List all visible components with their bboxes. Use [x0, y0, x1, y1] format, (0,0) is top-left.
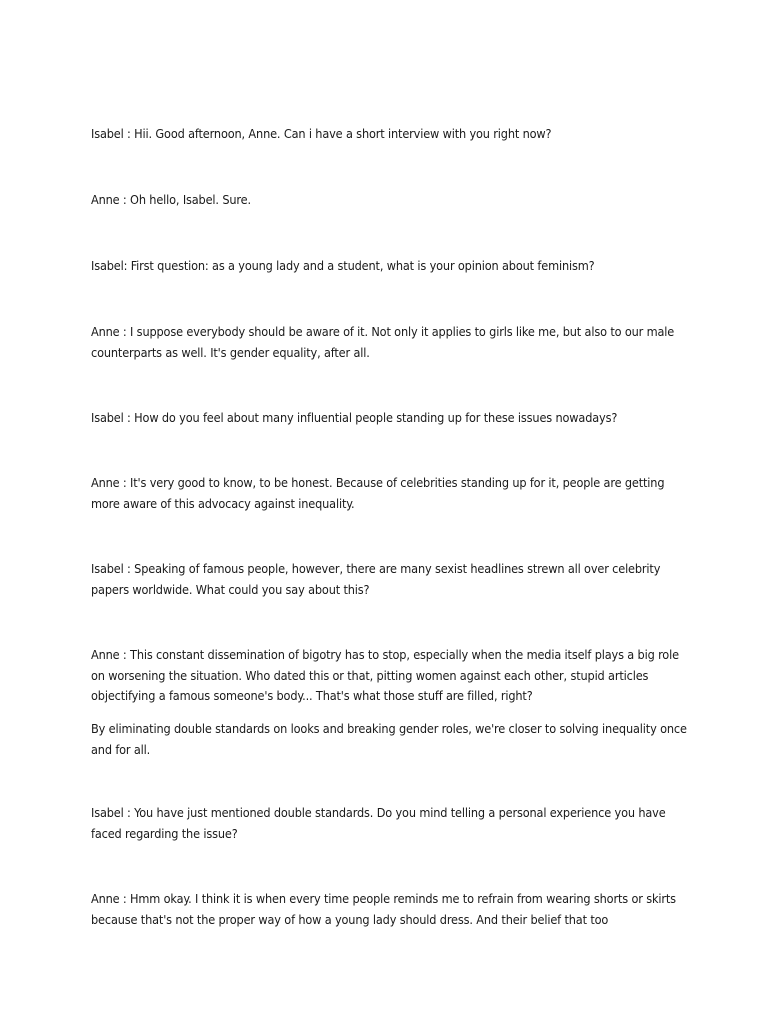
dialogue-paragraph-1: Isabel : Hii. Good afternoon, Anne. Can i have a short interview with you right now?	[91, 126, 552, 141]
dialogue-paragraph-8: Anne : This constant dissemination of bigotry has to stop, especially when the media itself plays a big role on worsening the situation. Who dated this or that, pitting women against each other, stupid articles objectifying a famous someone's body... That's what those stuff are filled, right?	[91, 647, 679, 703]
dialogue-paragraph-2: Anne : Oh hello, Isabel. Sure.	[91, 192, 251, 207]
dialogue-paragraph-11: Anne : Hmm okay. I think it is when every time people reminds me to refrain from wearing shorts or skirts because that's not the proper way of how a young lady should dress. And their belief that too	[91, 891, 676, 927]
dialogue-paragraph-9: By eliminating double standards on looks and breaking gender roles, we're closer to solving inequality once and for all.	[91, 721, 687, 757]
dialogue-paragraph-4: Anne : I suppose everybody should be aware of it. Not only it applies to girls like me, but also to our male counterparts as well. It's gender equality, after all.	[91, 324, 675, 360]
dialogue-paragraph-3: Isabel: First question: as a young lady and a student, what is your opinion about feminism?	[91, 258, 595, 273]
dialogue-paragraph-10: Isabel : You have just mentioned double standards. Do you mind telling a personal experience you have faced regarding the issue?	[91, 805, 666, 841]
dialogue-paragraph-7: Isabel : Speaking of famous people, however, there are many sexist headlines strewn all over celebrity papers worldwide. What could you say about this?	[91, 561, 661, 597]
dialogue-paragraph-6: Anne : It's very good to know, to be honest. Because of celebrities standing up for it, people are getting more aware of this advocacy against inequality.	[91, 475, 665, 511]
dialogue-paragraph-5: Isabel : How do you feel about many influential people standing up for these issues nowadays?	[91, 410, 618, 425]
